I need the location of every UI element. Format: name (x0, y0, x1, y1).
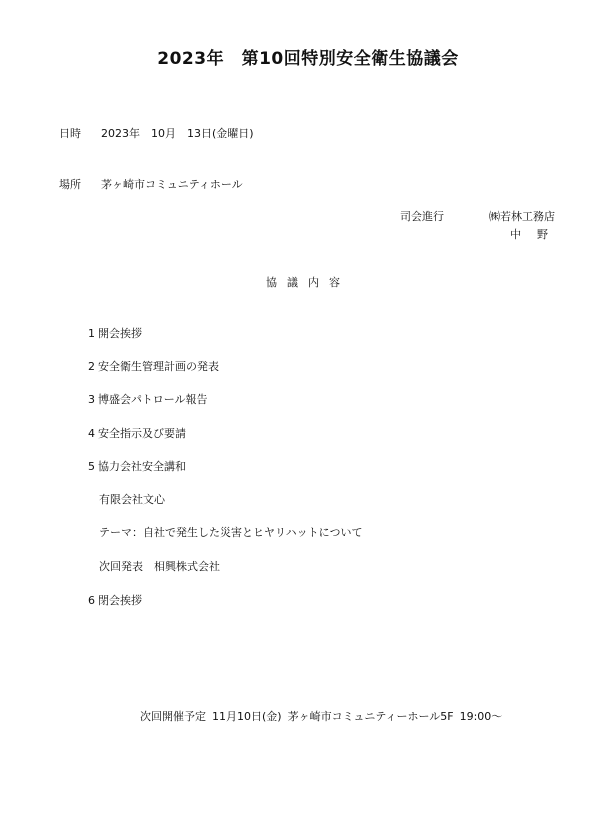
chair-name: 中野 (510, 228, 564, 241)
chair-label: 司会進行 (400, 210, 444, 223)
agenda-number: 3 (88, 393, 95, 406)
agenda-text: 協力会社安全講和 (98, 460, 186, 473)
agenda-text: 安全指示及び要請 (98, 427, 186, 440)
agenda-text: 博盛会パトロール報告 (98, 393, 208, 406)
place-value: 茅ヶ崎市コミュニティホール (101, 178, 243, 191)
sub-item-next-presenter: 次回発表 相興株式会社 (99, 560, 220, 573)
agenda-number: 6 (88, 594, 95, 607)
footer-place: 茅ヶ崎市コミュニティーホール5F (287, 710, 454, 723)
next-meeting-footer (140, 708, 508, 724)
agenda-item (88, 425, 186, 441)
agenda-number: 2 (88, 360, 95, 373)
agenda-text: 安全衛生管理計画の発表 (98, 360, 219, 373)
date-label: 日時 (59, 127, 81, 140)
agenda-item (88, 391, 208, 407)
agenda-text: 閉会挨拶 (98, 594, 142, 607)
sub-item-theme: テーマ：自社で発生した災害とヒヤリハットについて (99, 526, 363, 539)
agenda-text: 開会挨拶 (98, 327, 142, 340)
agenda-item-closing (88, 592, 142, 608)
date-value: 2023年 10月 13日(金曜日) (101, 127, 254, 140)
footer-time: 19:00～ (459, 710, 503, 723)
section-heading: 協議内容 (266, 276, 350, 289)
footer-label: 次回開催予定 (140, 710, 206, 723)
sub-item-company: 有限会社文心 (99, 493, 165, 506)
agenda-number: 4 (88, 427, 95, 440)
agenda-number: 5 (88, 460, 95, 473)
agenda-item (88, 358, 219, 374)
document-title: 2023年 第10回特別安全衛生協議会 (157, 49, 459, 69)
place-label: 場所 (59, 178, 81, 191)
agenda-item (88, 458, 186, 474)
agenda-item (88, 325, 142, 341)
chair-company: ㈱若林工務店 (489, 210, 555, 223)
agenda-number: 1 (88, 327, 95, 340)
footer-date: 11月10日(金) (212, 710, 282, 723)
